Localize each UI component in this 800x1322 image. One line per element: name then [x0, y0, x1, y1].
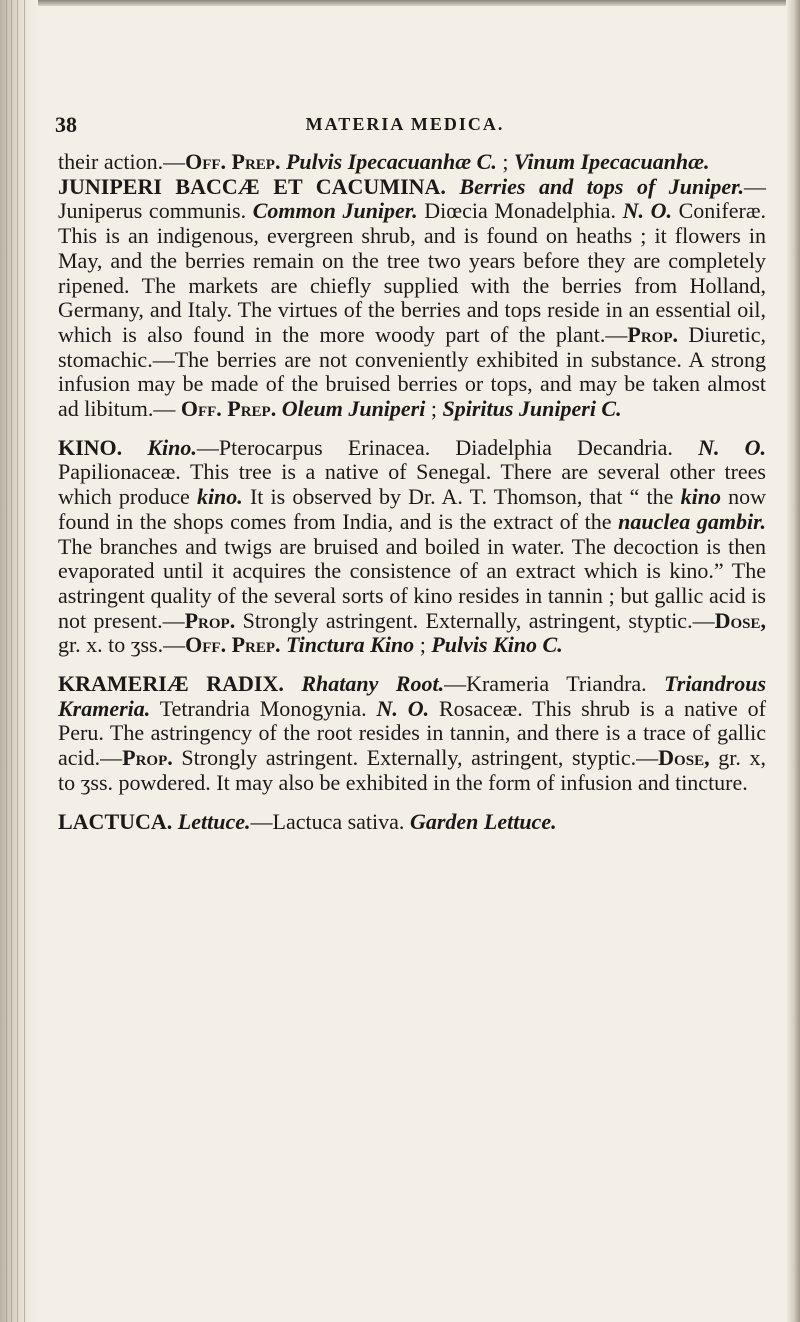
prop-label: Prop.	[627, 321, 679, 347]
intro-paragraph: their action.—Off. Prep. Pulvis Ipecacuanhæ C. ; Vinum Ipecacuanhæ.	[58, 149, 710, 174]
preparation: Tinctura Kino	[286, 632, 415, 658]
prop-label: Prop.	[184, 607, 236, 633]
page-body	[58, 150, 766, 834]
running-title: MATERIA MEDICA.	[305, 114, 505, 134]
entry-heading: KINO.	[58, 434, 123, 460]
page-top-shadow	[0, 0, 800, 6]
off-prep-label: Off. Prep.	[185, 632, 281, 658]
entry-heading: KRAMERIÆ RADIX.	[58, 671, 284, 697]
off-prep-label: Off. Prep.	[180, 396, 277, 422]
page-header	[55, 112, 755, 142]
dose-label: Dose,	[658, 745, 710, 771]
preparation: Oleum Juniperi	[281, 396, 426, 422]
page-right-edge	[786, 0, 800, 1322]
prop-label: Prop.	[122, 745, 173, 771]
common-name: Lettuce.	[172, 808, 251, 834]
book-binding-edge	[0, 0, 38, 1322]
entry-lactuca: LACTUCA. Lettuce.—Lactuca sativa. Garden Lettuce.	[58, 808, 557, 834]
entry-kino: KINO. Kino.—Pterocarpus Erinacea. Diadelphia Decandria. N. O. Papilionaceæ. This tree is a native of Senegal. There are several other trees which produce kino. It is observed by Dr. A. T. Thomson, that “ the kino now found in the shops comes from India, and is the extract of the nauclea gambir. The branches and twigs are bruised and boiled in water. The decoction is then evaporated until it acquires the consistence of an extract which is kino.” The astringent quality of the several sorts of kino resides in tannin ; but gallic acid is not present.—Prop. Strongly astringent. Externally, astringent, styptic.—Dose, gr. x. to ʒss.—Off. Prep. Tinctura Kino ; Pulvis Kino C.	[58, 434, 766, 658]
preparation: Spiritus Juniperi C.	[442, 396, 622, 422]
preparation: Pulvis Kino C.	[431, 632, 563, 658]
page-number: 38	[55, 112, 77, 137]
preparation: Pulvis Ipecacuanhæ C.	[285, 149, 497, 174]
entry-krameria: KRAMERIÆ RADIX. Rhatany Root.—Krameria Triandra. Triandrous Krameria. Tetrandria Monogynia. N. O. Rosaceæ. This shrub is a native of Peru. The astringency of the root resides in tannin, and there is a trace of gallic acid.—Prop. Strongly astringent. Externally, astringent, styptic.—Dose, gr. x, to ʒss. powdered. It may also be exhibited in the form of infusion and tincture.	[58, 671, 767, 795]
common-name: Kino.	[122, 434, 197, 460]
common-name: Rhatany Root.	[283, 671, 445, 697]
entry-juniper: JUNIPERI BACCÆ ET CACUMINA. Berries and tops of Juniper.—Juniperus communis. Common Juniper. Diœcia Monadelphia. N. O. Coniferæ. This is an indigenous, evergreen shrub, and is found on heaths ; it flowers in May, and the berries remain on the tree two years before they are completely ripened. The markets are chiefly supplied with the berries from Holland, Germany, and Italy. The virtues of the berries and tops reside in an essential oil, which is also found in the more woody part of the plant.—Prop. Diuretic, stomachic.—The berries are not conveniently exhibited in substance. A strong infusion may be made of the bruised berries or tops, and may be taken almost ad libitum.— Off. Prep. Oleum Juniperi ; Spiritus Juniperi C.	[58, 173, 766, 422]
dose-label: Dose,	[714, 607, 766, 633]
entry-heading: LACTUCA.	[58, 808, 173, 834]
entry-heading: JUNIPERI BACCÆ ET CACUMINA.	[58, 173, 446, 199]
off-prep-label: Off. Prep.	[185, 149, 281, 174]
common-name: Berries and tops of Juniper.	[445, 173, 744, 199]
preparation: Vinum Ipecacuanhæ.	[513, 149, 710, 174]
